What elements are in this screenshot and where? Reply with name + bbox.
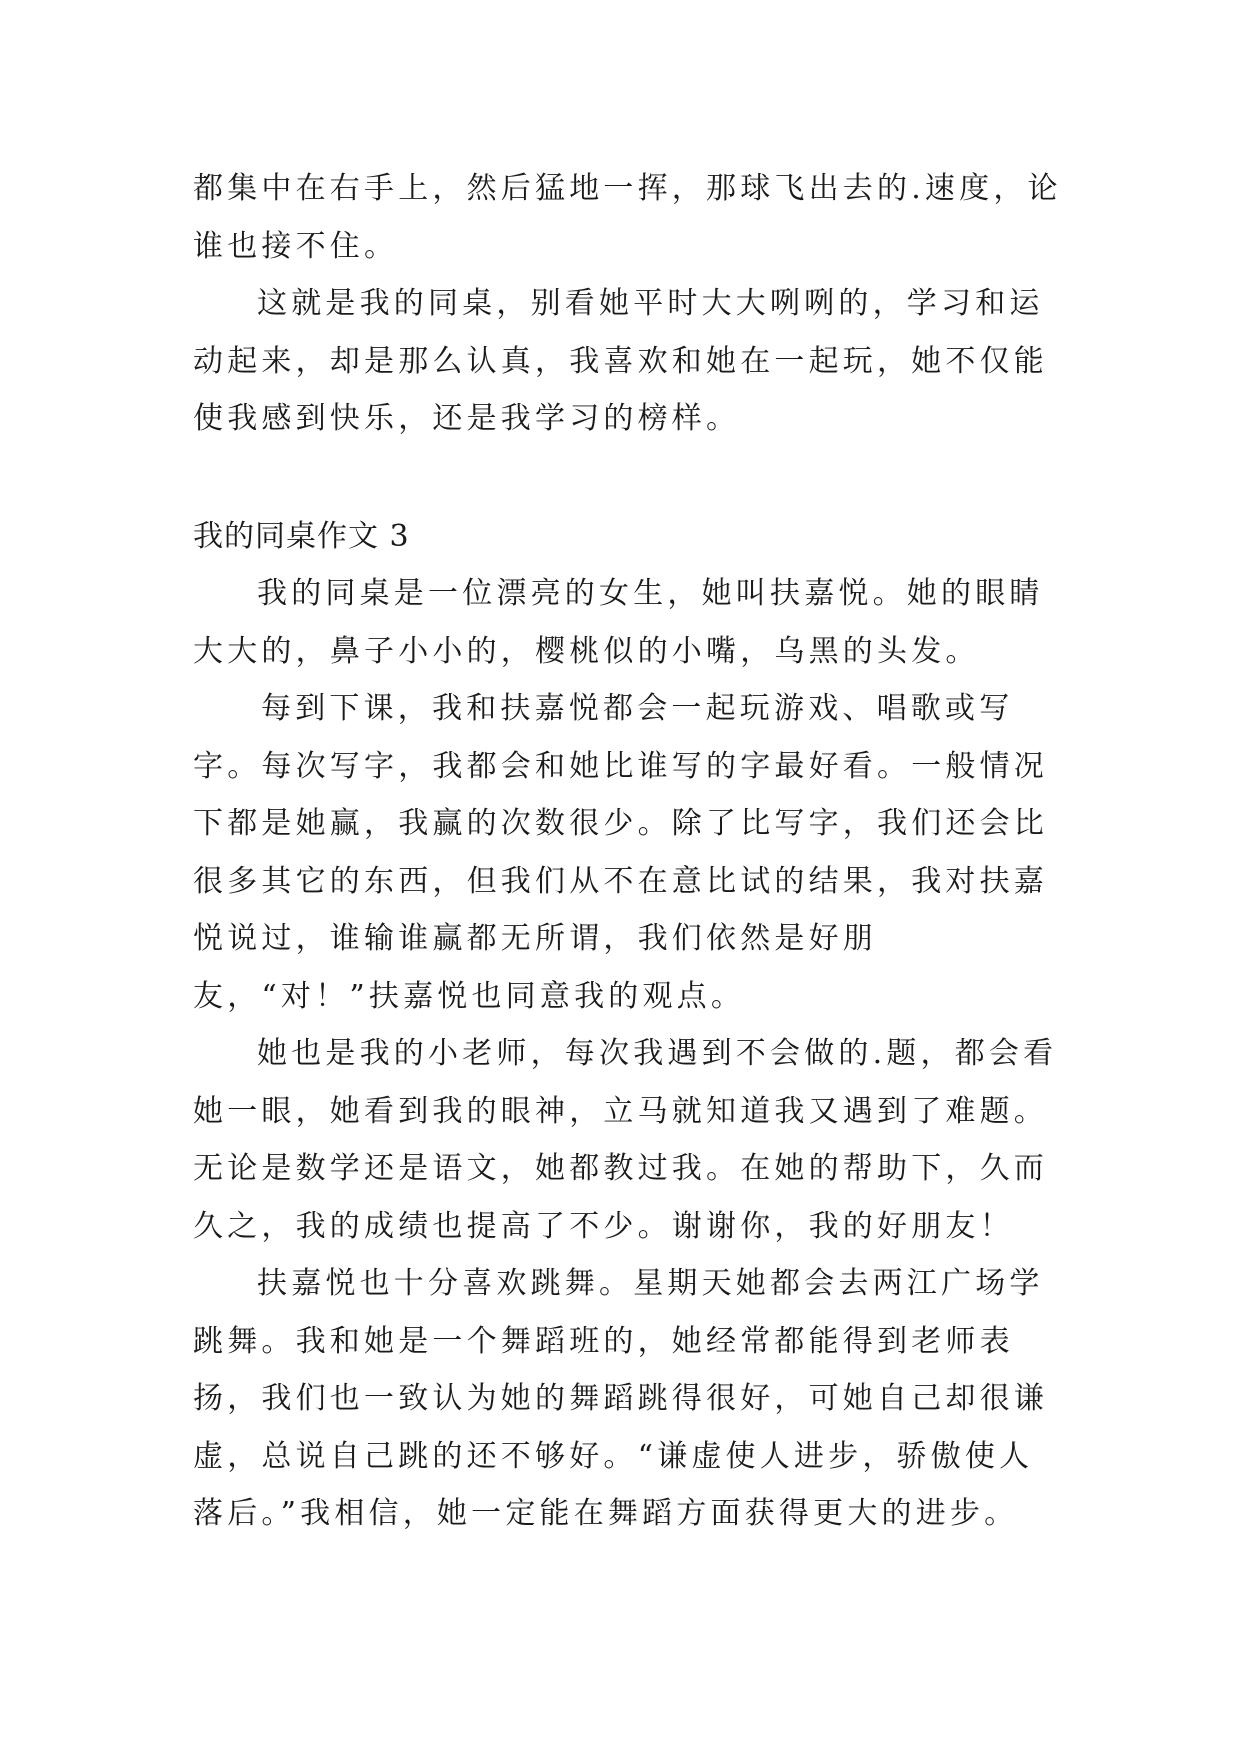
- paragraph-1: 我的同桌是一位漂亮的女生，她叫扶嘉悦。她的眼睛大大的，鼻子小小的，樱桃似的小嘴，乌黑的头发。: [193, 576, 1044, 669]
- paragraph-2: 每到下课，我和扶嘉悦都会一起玩游戏、唱歌或写字。每次写字，我都会和她比谁写的字最好看。一般情况下都是她赢，我赢的次数很少。除了比写字，我们还会比很多其它的东西，但我们从不在意比试的结果，我对扶嘉悦说过，谁输谁赢都无所谓，我们依然是好朋友，“对！”扶嘉悦也同意我的观点。: [193, 691, 1048, 1014]
- document-page: [193, 160, 1063, 1543]
- continuation-paragraph: 都集中在右手上，然后猛地一挥，那球飞出去的.速度，论谁也接不住。: [193, 171, 1062, 264]
- section-title: 我的同桌作文 3: [193, 518, 410, 554]
- section-gap: [193, 448, 1063, 508]
- paragraph-4: 扶嘉悦也十分喜欢跳舞。星期天她都会去两江广场学跳舞。我和她是一个舞蹈班的，她经常都能得到老师表扬，我们也一致认为她的舞蹈跳得很好，可她自己却很谦虚，总说自己跳的还不够好。“谦虚使人进步，骄傲使人落后。”我相信，她一定能在舞蹈方面获得更大的进步。: [193, 1266, 1048, 1531]
- essay2-closing-paragraph: 这就是我的同桌，别看她平时大大咧咧的，学习和运动起来，却是那么认真，我喜欢和她在一起玩，她不仅能使我感到快乐，还是我学习的榜样。: [193, 286, 1048, 436]
- paragraph-3: 她也是我的小老师，每次我遇到不会做的.题，都会看她一眼，她看到我的眼神，立马就知道我又遇到了难题。无论是数学还是语文，她都教过我。在她的帮助下，久而久之，我的成绩也提高了不少。谢谢你，我的好朋友！: [193, 1036, 1058, 1244]
